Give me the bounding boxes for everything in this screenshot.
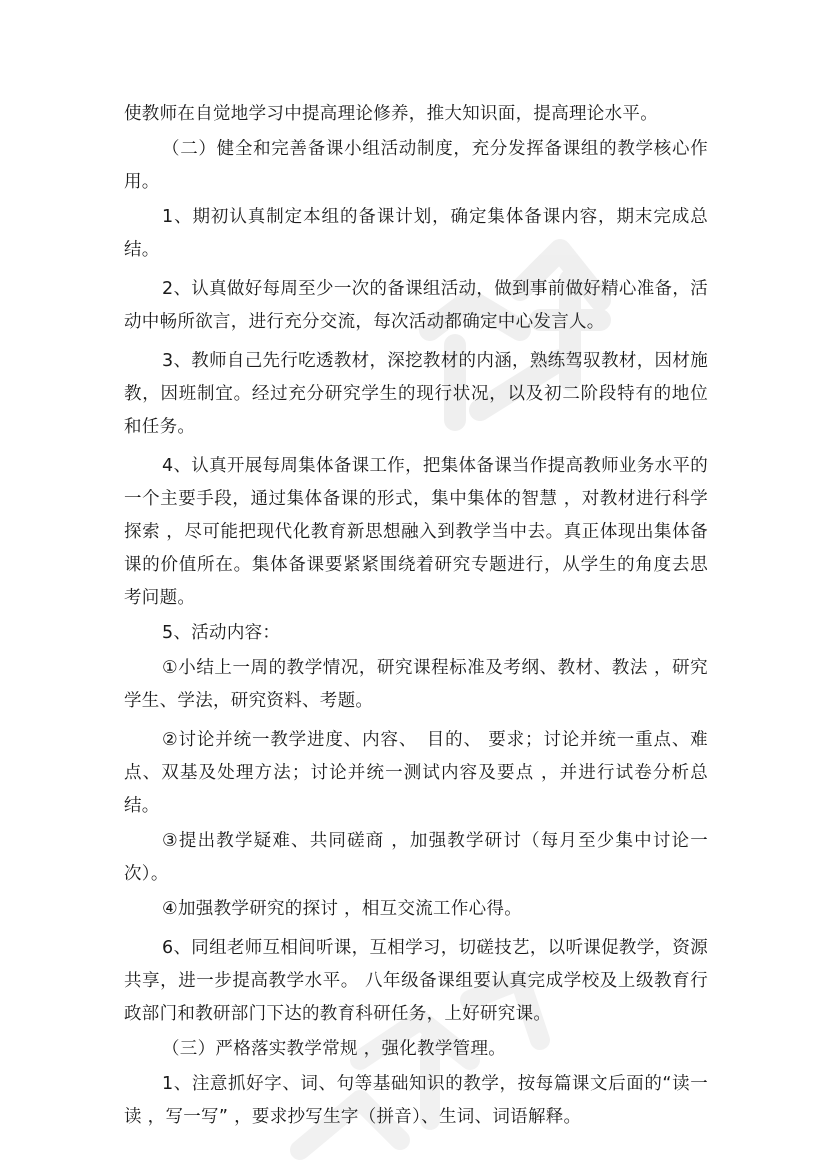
paragraph: 4、认真开展每周集体备课工作，把集体备课当作提高教师业务水平的一个主要手段，通过集体备课的形式，集中集体的智慧 ，对教材进行科学探索 ，尽可能把现代化教育新思想融入到教学当中去。真正体现出集体备课的价值所在。集体备课要紧紧围绕着研究专题进行，从学生的角度去思考问题。 [124, 456, 708, 608]
paragraph: 1、期初认真制定本组的备课计划，确定集体备课内容，期末完成总结。 [124, 207, 708, 260]
paragraph: ①小结上一周的教学情况，研究课程标准及考纲、教材、教法 ，研究学生、学法，研究资料、考题。 [124, 658, 708, 711]
paragraph: 2、认真做好每周至少一次的备课组活动，做到事前做好精心准备，活动中畅所欲言，进行充分交流，每次活动都确定中心发言人。 [124, 279, 708, 332]
paragraph: ④加强教学研究的探讨 ，相互交流工作心得。 [162, 899, 523, 919]
document-body [124, 98, 708, 1134]
paragraph: 1、注意抓好字、词、句等基础知识的教学，按每篇课文后面的“读一读 ，写一写” ，要求抄写生字（拼音）、生词、词语解释。 [124, 1074, 708, 1127]
paragraph: 5、活动内容： [162, 623, 281, 643]
paragraph: 3、教师自己先行吃透教材，深挖教材的内涵，熟练驾驭教材，因材施教，因班制宜。经过充分研究学生的现行状况，以及初二阶段特有的地位和任务。 [124, 351, 708, 437]
paragraph: 使教师在自觉地学习中提高理论修养，推大知识面，提高理论水平。 [124, 104, 658, 124]
paragraph: ②讨论并统一教学进度、内容、 目的、 要求；讨论并统一重点、难点、双基及处理方法；讨论并统一测试内容及要点 ，并进行试卷分析总结。 [124, 730, 708, 816]
paragraph: （三）严格落实教学常规 ，强化教学管理。 [162, 1039, 507, 1059]
paragraph: （二）健全和完善备课小组活动制度，充分发挥备课组的教学核心作用。 [124, 139, 708, 192]
paragraph: ③提出教学疑难、共同磋商 ，加强教学研讨（每月至少集中讨论一次）。 [124, 831, 708, 884]
paragraph: 6、同组老师互相间听课，互相学习，切磋技艺，以听课促教学，资源共享，进一步提高教学水平。 八年级备课组要认真完成学校及上级教育行政部门和教研部门下达的教育科研任务，上好研究课。 [124, 938, 708, 1024]
